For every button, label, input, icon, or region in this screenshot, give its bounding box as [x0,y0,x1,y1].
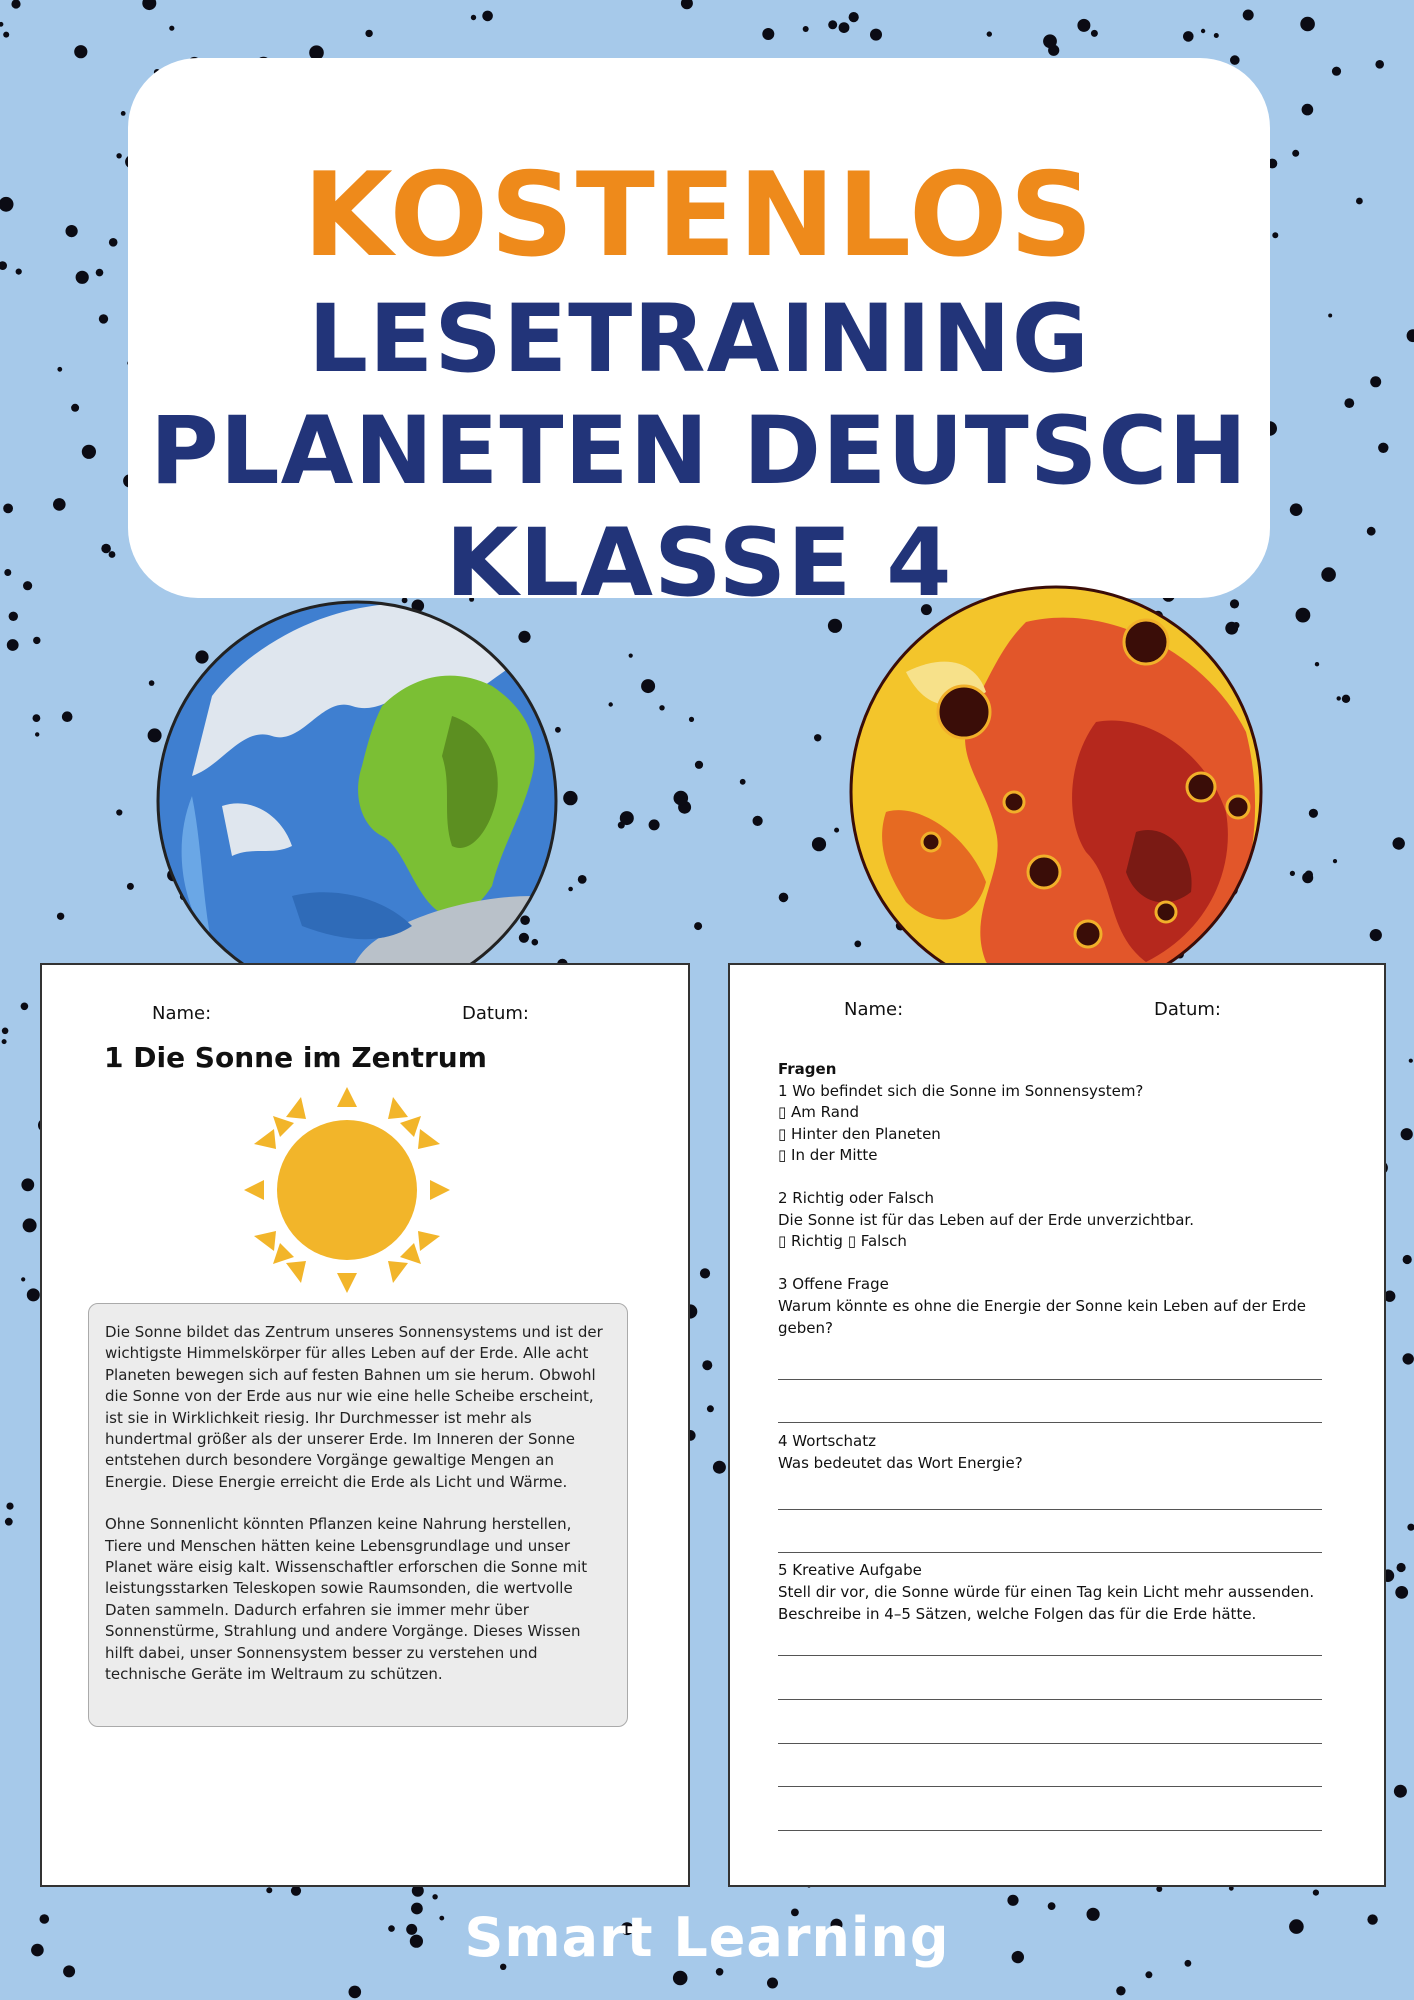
star-dot [9,612,18,621]
star-dot [23,1218,37,1232]
star-dot [109,551,116,558]
star-dot [432,1894,437,1899]
star-dot [27,1288,40,1301]
star-dot [169,26,174,31]
star-dot [1407,329,1414,342]
star-dot [694,922,702,930]
star-dot [35,732,39,736]
date-label: Datum: [1154,999,1221,1020]
star-dot [679,1974,687,1982]
star-dot [71,404,79,412]
star-dot [1407,1524,1414,1531]
star-dot [116,809,122,815]
star-dot [482,11,493,22]
star-dot [1356,198,1363,205]
answer-line[interactable] [778,1509,1322,1510]
answer-line[interactable] [778,1699,1322,1700]
star-dot [1315,662,1319,666]
star-dot [812,837,826,851]
star-dot [1300,17,1315,32]
answer-line[interactable] [778,1655,1322,1656]
question-1-option-behind[interactable]: ▯ Hinter den Planeten [778,1125,941,1143]
star-dot [1243,10,1254,21]
star-dot [828,20,837,29]
star-dot [53,498,66,511]
star-dot [1309,809,1318,818]
star-dot [716,1968,724,1976]
star-dot [849,12,859,22]
answer-line[interactable] [778,1379,1322,1380]
sun-icon [242,1085,452,1295]
star-dot [620,811,634,825]
star-dot [814,734,821,741]
star-dot [1214,33,1219,38]
right-worksheet [728,963,1386,1887]
star-dot [11,0,20,9]
question-4-text: Was bedeutet das Wort Energie? [778,1454,1023,1472]
star-dot [1043,34,1057,48]
star-dot [1370,376,1381,387]
star-dot [649,819,660,830]
star-dot [96,269,104,277]
star-dot [713,1461,726,1474]
star-dot [99,314,108,323]
star-dot [1397,1563,1406,1572]
star-dot [291,1886,301,1896]
star-dot [987,31,992,36]
name-label: Name: [152,1003,212,1024]
star-dot [1370,929,1382,941]
title-card [128,58,1270,618]
worksheet-title: 1 Die Sonne im Zentrum [104,1041,487,1074]
question-1-option-edge[interactable]: ▯ Am Rand [778,1103,859,1121]
star-dot [700,1268,710,1278]
answer-line[interactable] [778,1552,1322,1553]
answer-line[interactable] [778,1743,1322,1744]
star-dot [1409,1059,1413,1063]
question-1: 1 Wo befindet sich die Sonne im Sonnensystem? [778,1082,1144,1100]
name-label: Name: [844,999,904,1020]
star-dot [1375,60,1384,69]
star-dot [681,0,693,9]
star-dot [702,1360,712,1370]
star-dot [695,761,703,769]
star-dot [568,887,573,892]
star-dot [1342,695,1350,703]
star-dot [870,29,882,41]
answer-line[interactable] [778,1422,1322,1423]
star-dot [753,816,763,826]
star-dot [349,1986,362,1999]
star-dot [266,1887,272,1893]
brand-footer: Smart Learning [464,1906,950,1969]
star-dot [839,22,850,33]
answer-line[interactable] [778,1786,1322,1787]
title-planets-german: PLANETEN DEUTSCH [149,397,1249,506]
star-dot [762,28,774,40]
star-dot [1367,527,1376,536]
question-4: 4 Wortschatz [778,1432,877,1450]
star-dot [828,619,842,633]
star-dot [2,1039,7,1044]
star-dot [563,791,577,805]
star-dot [1290,871,1295,876]
star-dot [127,883,134,890]
star-dot [609,702,613,706]
star-dot [57,367,62,372]
star-dot [3,504,13,514]
star-dot [1302,104,1314,116]
star-dot [1313,1890,1319,1896]
star-dot [1183,31,1194,42]
earth-planet-icon [152,596,562,1006]
star-dot [3,32,9,38]
star-dot [578,875,587,884]
star-dot [1201,29,1205,33]
star-dot [16,269,22,275]
star-dot [1272,232,1278,238]
question-5-text: Stell dir vor, die Sonne würde für einen Tag kein Licht mehr aussenden. Beschreibe in 4–5 Sätzen, welche Folgen das für die Erde hätte. [778,1583,1315,1623]
question-3-text: Warum könnte es ohne die Energie der Sonne kein Leben auf der Erde geben? [778,1297,1306,1337]
star-dot [1321,567,1336,582]
star-dot [1296,608,1311,623]
star-dot [109,238,118,247]
star-dot [1337,696,1341,700]
star-dot [116,153,121,158]
star-dot [1290,503,1303,516]
star-dot [21,1003,29,1011]
star-dot [834,828,839,833]
star-dot [1292,150,1299,157]
star-dot [57,913,64,920]
title-free: KOSTENLOS [302,148,1096,283]
title-reading-training: LESETRAINING [308,285,1090,394]
star-dot [767,1978,778,1989]
star-dot [629,654,633,658]
star-dot [779,893,789,903]
star-dot [1145,1971,1152,1978]
star-dot [641,679,655,693]
star-dot [471,15,476,20]
star-dot [21,1178,34,1191]
star-dot [1077,19,1090,32]
star-dot [689,717,694,722]
star-dot [1230,55,1240,65]
star-dot [1007,1895,1018,1906]
star-dot [82,445,96,459]
star-dot [365,30,372,37]
star-dot [4,569,11,576]
star-dot [0,261,7,270]
title-grade: KLASSE 4 [445,509,953,618]
reading-text-box [88,1303,628,1727]
question-2-text: Die Sonne ist für das Leben auf der Erde unverzichtbar. [778,1211,1194,1229]
answer-line[interactable] [778,1830,1322,1831]
star-dot [62,711,73,722]
star-dot [1328,314,1332,318]
star-dot [101,544,111,554]
star-dot [66,225,78,237]
mars-planet-icon [846,582,1266,1002]
question-2-options[interactable]: ▯ Richtig ▯ Falsch [778,1232,907,1250]
star-dot [5,1518,13,1526]
star-dot [707,1405,714,1412]
star-dot [659,705,664,710]
question-3: 3 Offene Frage [778,1275,889,1293]
star-dot [1091,30,1098,37]
star-dot [1403,1255,1412,1264]
star-dot [23,581,32,590]
star-dot [0,197,14,212]
star-dot [0,22,3,27]
star-dot [740,779,746,785]
star-dot [6,1503,13,1510]
reading-paragraph-2: Ohne Sonnenlicht könnten Pflanzen keine Nahrung herstellen, Tiere und Menschen hätten keine Lebensgrundlage und unser Planet wäre eisig kalt. Wissenschaftler erforschen die Sonne mit leistungsstarken Teleskopen sowie Raumsonden, die wertvolle Daten sammeln. Dadurch erfahren sie immer mehr über Sonnenstürme, Strahlung und andere Vorgänge. Dieses Wissen hilft dabei, unser Sonnensystem besser zu verstehen und technische Geräte im Weltraum zu schützen. [105,1515,588,1684]
star-dot [76,271,89,284]
star-dot [1393,837,1405,849]
star-dot [2,1028,9,1035]
star-dot [1378,443,1388,453]
star-dot [121,111,126,116]
star-dot [74,45,87,58]
star-dot [1403,1353,1414,1364]
star-dot [1305,871,1313,879]
left-worksheet [40,963,690,1887]
star-dot [33,637,40,644]
star-dot [7,639,19,651]
star-dot [1394,1785,1407,1798]
star-dot [142,0,156,10]
star-dot [1344,398,1354,408]
star-dot [1395,1586,1408,1599]
date-label: Datum: [462,1003,529,1024]
question-1-option-middle[interactable]: ▯ In der Mitte [778,1146,878,1164]
questions-heading: Fragen [778,1060,837,1078]
star-dot [1401,1128,1413,1140]
star-dot [674,791,689,806]
star-dot [21,1277,25,1281]
star-dot [1332,67,1341,76]
question-2: 2 Richtig oder Falsch [778,1189,935,1207]
star-dot [33,714,41,722]
reading-paragraph-1: Die Sonne bildet das Zentrum unseres Sonnensystems und ist der wichtigste Himmelskörper für alles Leben auf der Erde. Alle acht Planeten bewegen sich auf festen Bahnen um sie herum. Obwohl die Sonne von der Erde aus nur wie eine helle Scheibe erscheint, ist sie in Wirklichkeit riesig. Ihr Durchmesser ist mehr als hundertmal größer als der unserer Erde. Im Inneren der Sonne entstehen durch besondere Vorgänge gewaltige Mengen an Energie. Diese Energie erreicht die Erde als Licht und Wärme. [105,1323,603,1491]
star-dot [803,26,809,32]
star-dot [1333,859,1337,863]
star-dot [1116,1986,1125,1995]
question-5: 5 Kreative Aufgabe [778,1561,922,1579]
